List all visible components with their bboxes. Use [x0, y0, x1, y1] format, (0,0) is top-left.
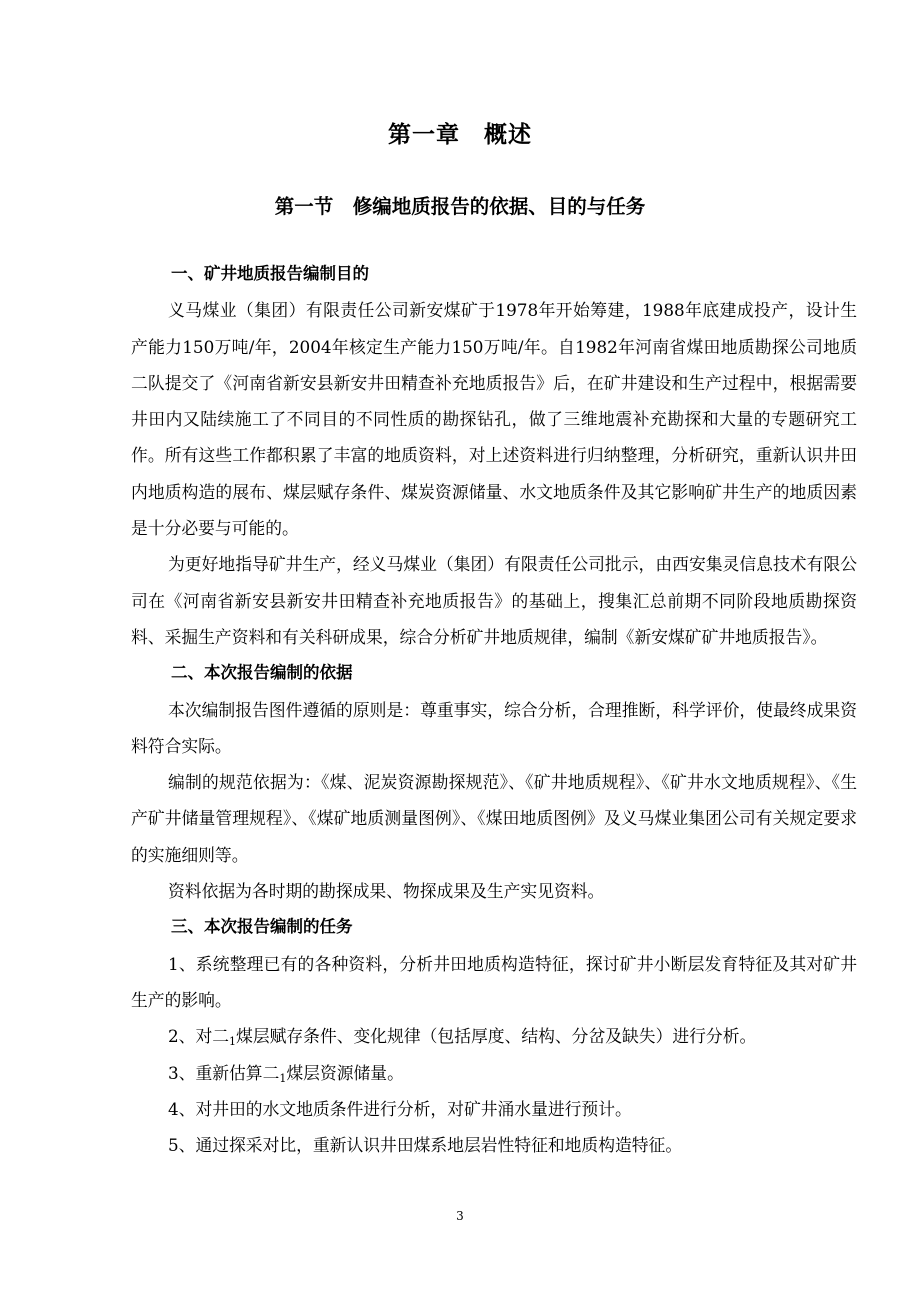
- task-3-prefix: 3、重新估算二: [168, 1062, 280, 1083]
- task-item-2: [131, 1018, 857, 1054]
- task-item-3: [131, 1055, 857, 1091]
- chapter-title: 第一章 概述: [388, 122, 532, 148]
- document-body: [131, 256, 857, 1163]
- heading-basis: 二、本次报告编制的依据: [171, 663, 353, 683]
- task-2-prefix: 2、对二: [168, 1026, 230, 1047]
- paragraph-standards: 编制的规范依据为：《煤、泥炭资源勘探规范》、《矿井地质规程》、《矿井水文地质规程》、《生产矿井储量管理规程》、《煤矿地质测量图例》、《煤田地质图例》及义马煤业集团公司有关规定要求的实施细则等。: [131, 772, 857, 865]
- paragraph-principles: 本次编制报告图件遵循的原则是：尊重事实，综合分析，合理推断，科学评价，使最终成果资料符合实际。: [131, 699, 857, 756]
- task-2-subscript: 1: [229, 1035, 237, 1049]
- heading-tasks: 三、本次报告编制的任务: [171, 917, 353, 937]
- section-title: 第一节 修编地质报告的依据、目的与任务: [274, 195, 646, 218]
- task-2-text: 煤层赋存条件、变化规律（包括厚度、结构、分岔及缺失）进行分析。: [236, 1026, 757, 1047]
- paragraph-commission: 为更好地指导矿井生产，经义马煤业（集团）有限责任公司批示，由西安集灵信息技术有限公司在《河南省新安县新安井田精查补充地质报告》的基础上，搜集汇总前期不同阶段地质勘探资料、采掘生产资料和有关科研成果，综合分析矿井地质规律，编制《新安煤矿矿井地质报告》。: [131, 554, 857, 647]
- task-item-4: 4、对井田的水文地质条件进行分析，对矿井涌水量进行预计。: [168, 1098, 632, 1119]
- task-item-1: 1、系统整理已有的各种资料，分析井田地质构造特征，探讨矿井小断层发育特征及其对矿井生产的影响。: [131, 953, 857, 1010]
- task-item-5: 5、通过探采对比，重新认识井田煤系地层岩性特征和地质构造特征。: [168, 1135, 683, 1156]
- task-3-text: 煤层资源储量。: [286, 1062, 404, 1083]
- paragraph-background: 义马煤业（集团）有限责任公司新安煤矿于1978年开始筹建，1988年底建成投产，设计生产能力150万吨/年，2004年核定生产能力150万吨/年。自1982年河南省煤田地质勘探公司地质二队提交了《河南省新安县新安井田精查补充地质报告》后，在矿井建设和生产过程中，根据需要井田内又陆续施工了不同目的不同性质的勘探钻孔，做了三维地震补充勘探和大量的专题研究工作。所有这些工作都积累了丰富的地质资料，对上述资料进行归纳整理，分析研究，重新认识井田内地质构造的展布、煤层赋存条件、煤炭资源储量、水文地质条件及其它影响矿井生产的地质因素是十分必要与可能的。: [131, 300, 857, 539]
- heading-purpose: 一、矿井地质报告编制目的: [171, 264, 369, 283]
- page-number: 3: [456, 1209, 464, 1223]
- task-3-subscript: 1: [279, 1071, 287, 1085]
- paragraph-data-sources: 资料依据为各时期的勘探成果、物探成果及生产实见资料。: [168, 881, 605, 902]
